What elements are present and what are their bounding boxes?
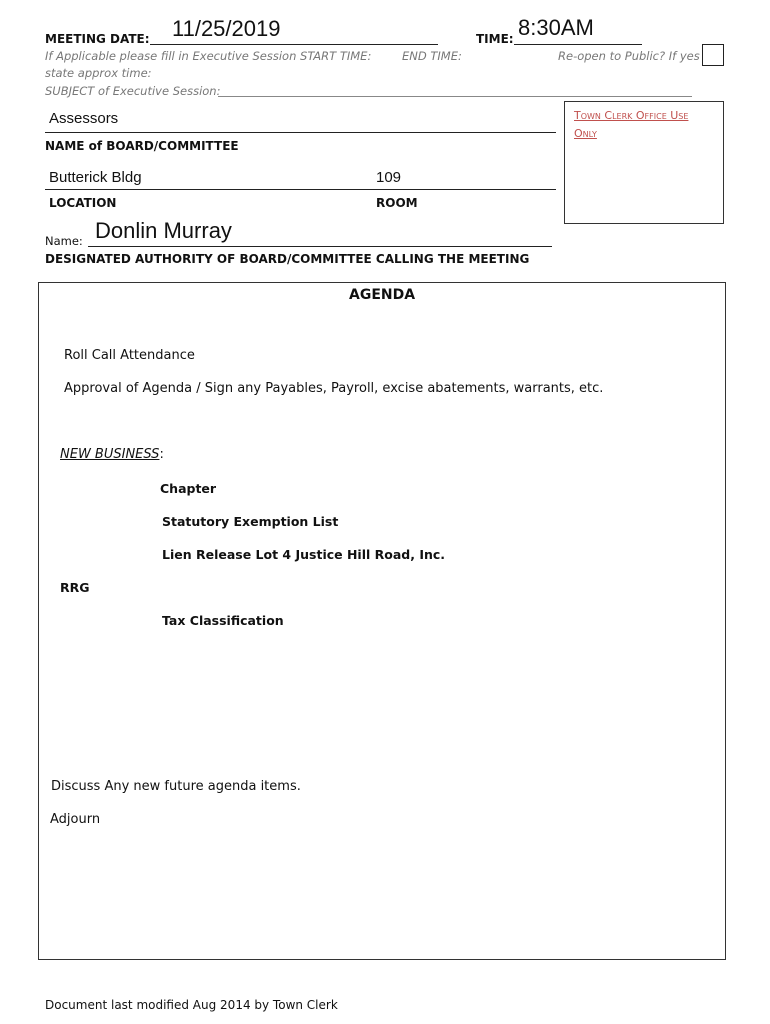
location-label: LOCATION xyxy=(49,196,117,210)
meeting-date-label: MEETING DATE: xyxy=(45,32,150,46)
time-label: TIME: xyxy=(476,32,514,46)
agenda-title: AGENDA xyxy=(349,287,416,303)
new-business-heading xyxy=(60,447,164,462)
agenda-approval: Approval of Agenda / Sign any Payables, Payroll, excise abatements, warrants, etc. xyxy=(64,381,604,396)
agenda-item: Tax Classification xyxy=(162,613,284,628)
caller-name-field[interactable]: Donlin Murray xyxy=(95,218,232,243)
time-field[interactable]: 8:30AM xyxy=(518,15,594,40)
caller-name-label: Name: xyxy=(45,234,83,248)
agenda-discuss: Discuss Any new future agenda items. xyxy=(51,779,301,794)
location-underline xyxy=(45,189,556,190)
board-name-underline xyxy=(45,132,556,133)
exec-session-note: If Applicable please fill in Executive Session START TIME: xyxy=(45,49,372,63)
caller-name-underline xyxy=(88,246,552,247)
reopen-checkbox[interactable] xyxy=(702,44,724,66)
room-field[interactable]: 109 xyxy=(376,169,402,186)
subject-underline xyxy=(218,96,692,97)
town-clerk-label-line2: Only xyxy=(574,127,597,140)
new-business-colon: : xyxy=(159,447,164,462)
agenda-roll-call: Roll Call Attendance xyxy=(64,348,195,363)
meeting-date-underline xyxy=(150,44,438,45)
reopen-label: Re-open to Public? If yes xyxy=(558,49,700,63)
location-field[interactable]: Butterick Bldg xyxy=(49,169,142,186)
subject-label: SUBJECT of Executive Session: xyxy=(45,84,221,98)
agenda-item: Lien Release Lot 4 Justice Hill Road, Inc. xyxy=(162,547,446,562)
footer-modified-note: Document last modified Aug 2014 by Town Clerk xyxy=(45,998,338,1012)
agenda-item: Statutory Exemption List xyxy=(162,514,339,529)
room-label: ROOM xyxy=(376,196,418,210)
agenda-item: Chapter xyxy=(160,481,217,496)
end-time-label: END TIME: xyxy=(402,49,462,63)
town-clerk-label xyxy=(574,107,688,143)
meeting-date-field[interactable]: 11/25/2019 xyxy=(172,16,281,41)
new-business-label: NEW BUSINESS xyxy=(60,447,160,462)
board-name-field[interactable]: Assessors xyxy=(49,110,119,127)
town-clerk-label-line1: Town Clerk Office Use xyxy=(574,109,689,122)
board-name-label: NAME of BOARD/COMMITTEE xyxy=(45,139,239,153)
designated-authority-label: DESIGNATED AUTHORITY OF BOARD/COMMITTEE CALLING THE MEETING xyxy=(45,252,530,266)
time-underline xyxy=(514,44,642,45)
town-clerk-box xyxy=(564,101,724,224)
exec-approx-time-note: state approx time: xyxy=(45,66,152,80)
rrg-heading: RRG xyxy=(60,580,90,595)
agenda-adjourn: Adjourn xyxy=(50,812,101,827)
